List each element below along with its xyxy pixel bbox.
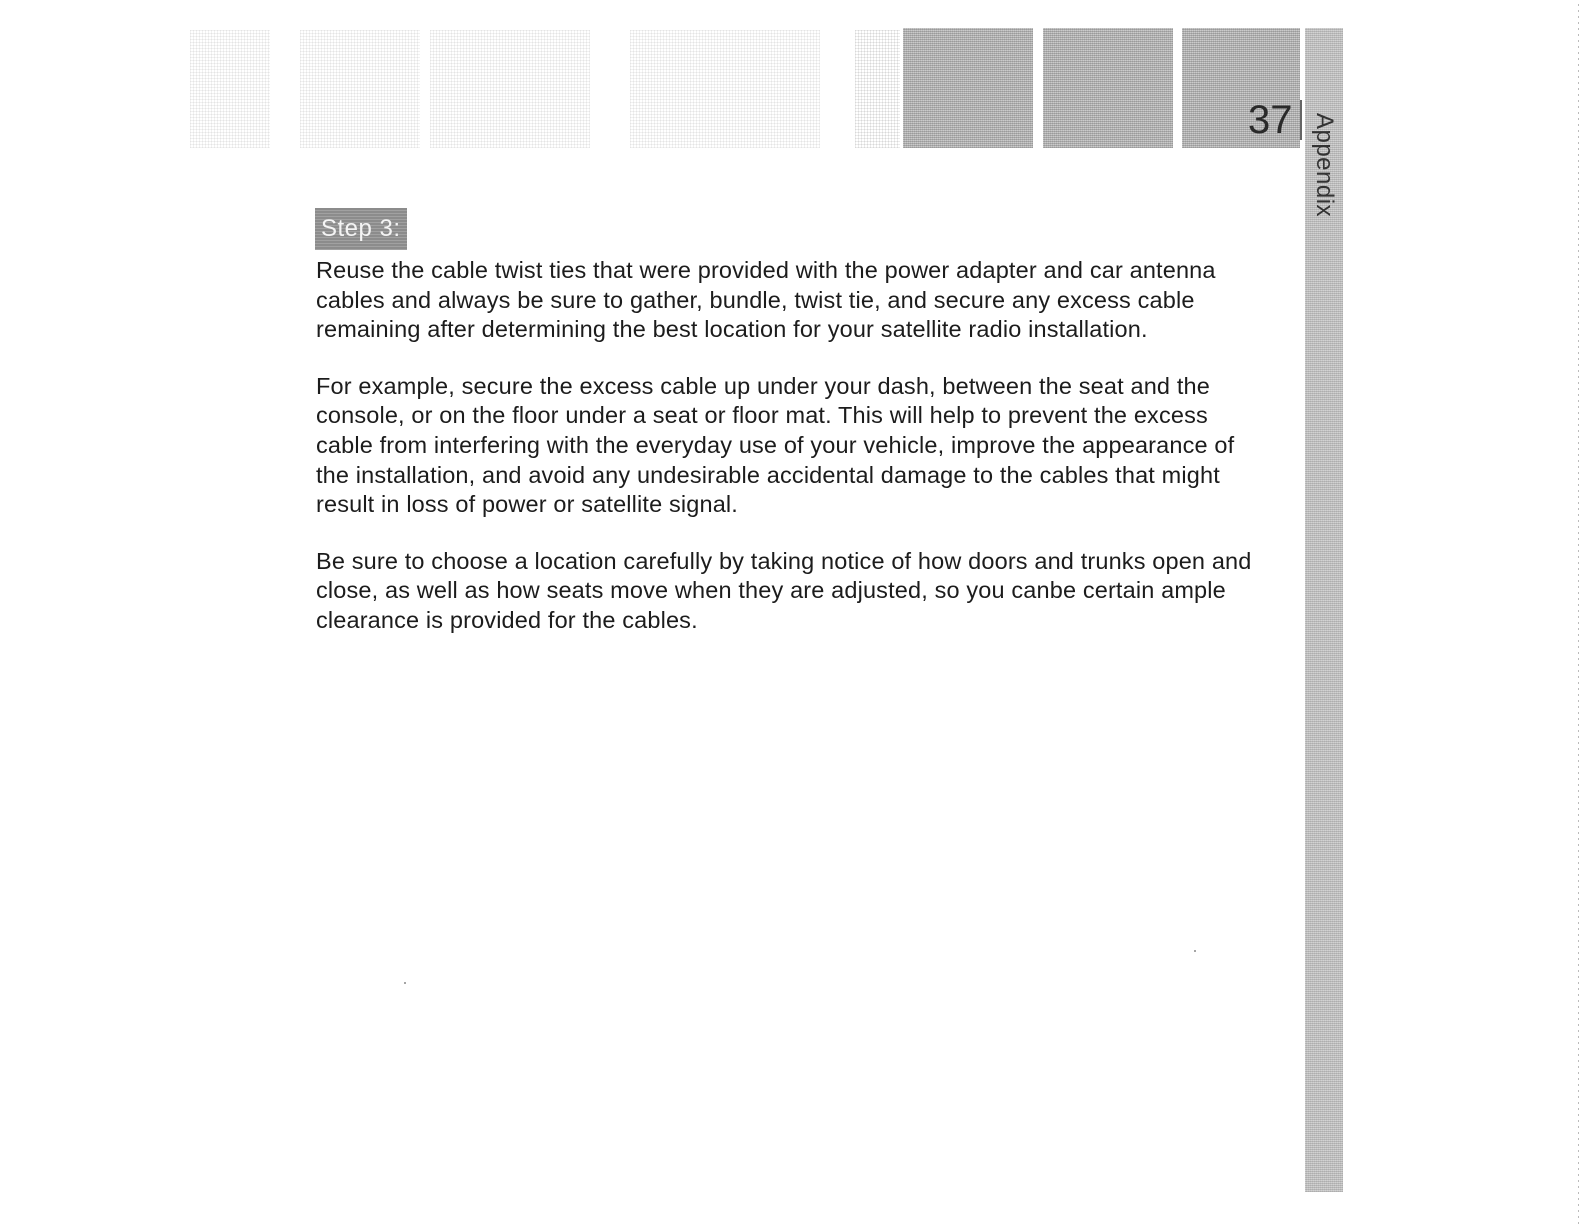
header-decoration (0, 0, 1588, 160)
header-pattern-block (190, 30, 270, 148)
header-pattern-block (300, 30, 420, 148)
paragraph: Reuse the cable twist ties that were provided with the power adapter and car antenna cables and always be sure to gather, bundle, twist tie, and secure any excess cable remaining after determining the best location for your satellite radio installation. (316, 257, 1216, 343)
section-tab (1308, 100, 1340, 230)
header-shaded-block (1043, 28, 1173, 148)
header-pattern-block (630, 30, 820, 148)
body-text (316, 256, 1256, 663)
page-edge-line (1578, 0, 1579, 1224)
paragraph: For example, secure the excess cable up under your dash, between the seat and the console, or on the floor under a seat or floor mat. This will help to prevent the excess cable from interfering with the everyday use of your vehicle, improve the appearance of the installation, and avoid any undesirable accidental damage to the cables that might result in loss of power or satellite signal. (316, 372, 1235, 518)
paragraph: Be sure to choose a location carefully by taking notice of how doors and trunks open and close, as well as how seats move when they are adjusted, so you canbe certain ample clearance is provided for the cables. (316, 547, 1252, 633)
scan-speck (1194, 950, 1196, 952)
header-pattern-block (855, 30, 900, 148)
step-heading: Step 3: (315, 208, 407, 250)
page-number: 37 (1248, 98, 1293, 142)
page-number-divider (1300, 100, 1302, 140)
header-pattern-block (430, 30, 590, 148)
scan-speck (404, 982, 406, 984)
section-tab-label: Appendix (1311, 112, 1339, 218)
header-shaded-block (903, 28, 1033, 148)
